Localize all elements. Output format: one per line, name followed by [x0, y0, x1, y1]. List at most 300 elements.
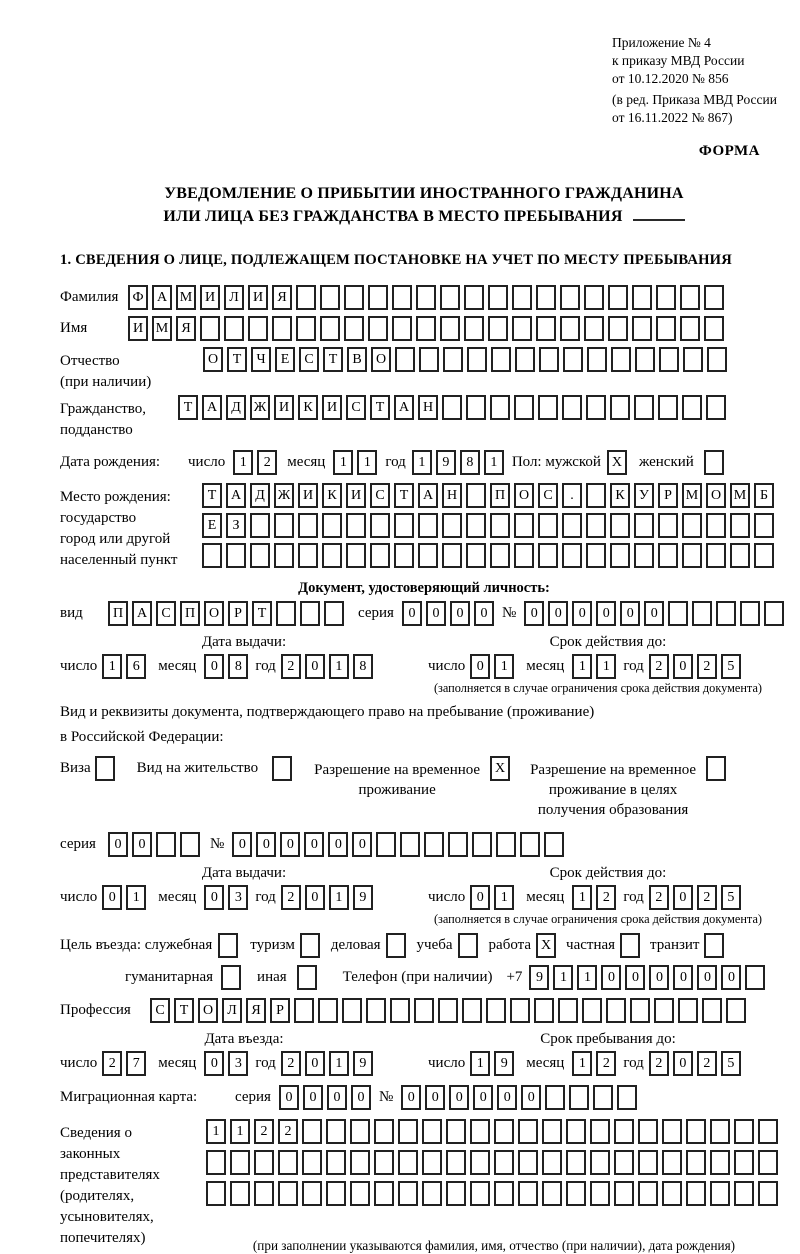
char-cell[interactable] [443, 347, 463, 372]
char-cell[interactable] [662, 1150, 682, 1175]
birth-day-cells[interactable] [233, 450, 281, 475]
char-cell[interactable] [202, 543, 222, 568]
char-cell[interactable]: 1 [329, 1051, 349, 1076]
char-cell[interactable] [702, 998, 722, 1023]
char-cell[interactable]: 0 [625, 965, 645, 990]
char-cell[interactable]: 5 [721, 1051, 741, 1076]
char-cell[interactable] [318, 998, 338, 1023]
char-cell[interactable] [350, 1150, 370, 1175]
char-cell[interactable]: 2 [596, 885, 616, 910]
char-cell[interactable]: 0 [304, 832, 324, 857]
char-cell[interactable] [710, 1119, 730, 1144]
char-cell[interactable]: 8 [460, 450, 480, 475]
char-cell[interactable] [566, 1150, 586, 1175]
char-cell[interactable] [442, 543, 462, 568]
char-cell[interactable] [617, 1085, 637, 1110]
char-cell[interactable] [758, 1181, 778, 1206]
char-cell[interactable]: 2 [596, 1051, 616, 1076]
char-cell[interactable] [486, 998, 506, 1023]
stay-until-month[interactable] [572, 1051, 620, 1076]
residence-permit-checkbox[interactable] [272, 756, 296, 781]
char-cell[interactable] [490, 395, 510, 420]
char-cell[interactable] [374, 1181, 394, 1206]
char-cell[interactable]: И [200, 285, 220, 310]
char-cell[interactable]: 6 [126, 654, 146, 679]
purpose-humanitarian-checkbox[interactable] [221, 965, 245, 990]
char-cell[interactable]: 0 [673, 885, 693, 910]
char-cell[interactable] [706, 756, 726, 781]
char-cell[interactable]: Т [227, 347, 247, 372]
char-cell[interactable] [662, 1181, 682, 1206]
char-cell[interactable]: 0 [303, 1085, 323, 1110]
char-cell[interactable]: Т [394, 483, 414, 508]
resdoc-valid-month[interactable] [572, 885, 620, 910]
char-cell[interactable] [350, 1119, 370, 1144]
char-cell[interactable] [606, 998, 626, 1023]
birth-year-cells[interactable] [412, 450, 508, 475]
char-cell[interactable] [446, 1181, 466, 1206]
char-cell[interactable]: И [298, 483, 318, 508]
char-cell[interactable] [250, 543, 270, 568]
char-cell[interactable] [302, 1181, 322, 1206]
char-cell[interactable]: 0 [673, 654, 693, 679]
char-cell[interactable]: Л [224, 285, 244, 310]
char-cell[interactable]: 0 [256, 832, 276, 857]
char-cell[interactable] [590, 1181, 610, 1206]
resdoc-valid-day[interactable] [470, 885, 518, 910]
temp-residence-checkbox[interactable] [490, 756, 514, 781]
char-cell[interactable]: С [538, 483, 558, 508]
char-cell[interactable]: А [202, 395, 222, 420]
char-cell[interactable]: О [706, 483, 726, 508]
char-cell[interactable]: 0 [697, 965, 717, 990]
char-cell[interactable] [704, 450, 724, 475]
char-cell[interactable]: 0 [449, 1085, 469, 1110]
char-cell[interactable] [656, 285, 676, 310]
char-cell[interactable] [686, 1181, 706, 1206]
entry-year[interactable] [281, 1051, 377, 1076]
char-cell[interactable] [276, 601, 296, 626]
char-cell[interactable] [320, 285, 340, 310]
char-cell[interactable] [536, 285, 556, 310]
char-cell[interactable]: 0 [132, 832, 152, 857]
iddoc-issue-year[interactable] [281, 654, 377, 679]
char-cell[interactable] [764, 601, 784, 626]
representatives-row2-cells[interactable] [206, 1150, 782, 1175]
iddoc-valid-month[interactable] [572, 654, 620, 679]
char-cell[interactable] [424, 832, 444, 857]
purpose-private-checkbox[interactable] [620, 933, 644, 958]
char-cell[interactable] [562, 543, 582, 568]
char-cell[interactable] [466, 483, 486, 508]
char-cell[interactable]: С [370, 483, 390, 508]
char-cell[interactable]: 0 [601, 965, 621, 990]
char-cell[interactable]: 0 [352, 832, 372, 857]
char-cell[interactable] [734, 1181, 754, 1206]
char-cell[interactable]: Т [178, 395, 198, 420]
char-cell[interactable]: К [298, 395, 318, 420]
char-cell[interactable] [534, 998, 554, 1023]
char-cell[interactable]: 0 [108, 832, 128, 857]
char-cell[interactable] [680, 285, 700, 310]
char-cell[interactable] [395, 347, 415, 372]
char-cell[interactable]: 1 [572, 1051, 592, 1076]
char-cell[interactable] [584, 316, 604, 341]
char-cell[interactable] [734, 1150, 754, 1175]
char-cell[interactable] [254, 1181, 274, 1206]
char-cell[interactable]: 0 [620, 601, 640, 626]
char-cell[interactable] [322, 513, 342, 538]
purpose-other-checkbox[interactable] [297, 965, 321, 990]
char-cell[interactable] [582, 998, 602, 1023]
char-cell[interactable]: 2 [281, 1051, 301, 1076]
char-cell[interactable]: 0 [204, 885, 224, 910]
char-cell[interactable] [494, 1181, 514, 1206]
char-cell[interactable] [344, 316, 364, 341]
char-cell[interactable]: 1 [412, 450, 432, 475]
char-cell[interactable]: Б [754, 483, 774, 508]
char-cell[interactable] [400, 832, 420, 857]
char-cell[interactable]: X [607, 450, 627, 475]
char-cell[interactable]: 1 [572, 654, 592, 679]
char-cell[interactable]: А [226, 483, 246, 508]
char-cell[interactable] [658, 513, 678, 538]
resdoc-issue-month[interactable] [204, 885, 252, 910]
char-cell[interactable] [326, 1150, 346, 1175]
char-cell[interactable] [518, 1150, 538, 1175]
char-cell[interactable] [370, 513, 390, 538]
char-cell[interactable] [374, 1150, 394, 1175]
char-cell[interactable] [467, 347, 487, 372]
char-cell[interactable] [278, 1181, 298, 1206]
char-cell[interactable] [156, 832, 176, 857]
char-cell[interactable] [614, 1181, 634, 1206]
char-cell[interactable] [344, 285, 364, 310]
char-cell[interactable] [446, 1150, 466, 1175]
char-cell[interactable]: 2 [697, 1051, 717, 1076]
char-cell[interactable] [608, 316, 628, 341]
char-cell[interactable] [562, 395, 582, 420]
char-cell[interactable] [569, 1085, 589, 1110]
char-cell[interactable] [472, 832, 492, 857]
char-cell[interactable]: 1 [206, 1119, 226, 1144]
char-cell[interactable]: 9 [353, 1051, 373, 1076]
char-cell[interactable] [250, 513, 270, 538]
char-cell[interactable]: С [156, 601, 176, 626]
char-cell[interactable]: О [204, 601, 224, 626]
char-cell[interactable]: 2 [697, 885, 717, 910]
char-cell[interactable]: 3 [228, 885, 248, 910]
char-cell[interactable]: Т [174, 998, 194, 1023]
entry-day[interactable] [102, 1051, 150, 1076]
char-cell[interactable]: 1 [126, 885, 146, 910]
char-cell[interactable]: 2 [649, 1051, 669, 1076]
char-cell[interactable]: 0 [102, 885, 122, 910]
char-cell[interactable]: 1 [484, 450, 504, 475]
char-cell[interactable]: 5 [721, 885, 741, 910]
char-cell[interactable] [418, 513, 438, 538]
char-cell[interactable] [298, 543, 318, 568]
male-checkbox[interactable] [607, 450, 631, 475]
char-cell[interactable] [398, 1119, 418, 1144]
char-cell[interactable] [226, 543, 246, 568]
migcard-number-cells[interactable] [401, 1085, 641, 1110]
char-cell[interactable]: 2 [649, 885, 669, 910]
char-cell[interactable]: Е [275, 347, 295, 372]
char-cell[interactable] [586, 543, 606, 568]
char-cell[interactable] [682, 395, 702, 420]
birth-month-cells[interactable] [333, 450, 381, 475]
char-cell[interactable] [368, 285, 388, 310]
char-cell[interactable]: 2 [254, 1119, 274, 1144]
char-cell[interactable]: К [322, 483, 342, 508]
char-cell[interactable] [682, 513, 702, 538]
char-cell[interactable] [392, 285, 412, 310]
char-cell[interactable] [494, 1119, 514, 1144]
char-cell[interactable] [740, 601, 760, 626]
char-cell[interactable] [518, 1181, 538, 1206]
char-cell[interactable] [514, 543, 534, 568]
char-cell[interactable]: 1 [494, 654, 514, 679]
female-checkbox[interactable] [704, 450, 728, 475]
char-cell[interactable]: Н [418, 395, 438, 420]
char-cell[interactable] [758, 1119, 778, 1144]
char-cell[interactable] [520, 832, 540, 857]
char-cell[interactable] [448, 832, 468, 857]
char-cell[interactable] [512, 285, 532, 310]
char-cell[interactable]: 0 [673, 1051, 693, 1076]
char-cell[interactable]: 0 [524, 601, 544, 626]
char-cell[interactable] [686, 1119, 706, 1144]
char-cell[interactable] [366, 998, 386, 1023]
char-cell[interactable] [539, 347, 559, 372]
char-cell[interactable] [542, 1150, 562, 1175]
char-cell[interactable] [350, 1181, 370, 1206]
purpose-transit-checkbox[interactable] [704, 933, 728, 958]
char-cell[interactable]: 0 [473, 1085, 493, 1110]
patronymic-cells[interactable] [203, 347, 731, 372]
char-cell[interactable] [610, 513, 630, 538]
char-cell[interactable] [586, 513, 606, 538]
char-cell[interactable]: 1 [553, 965, 573, 990]
char-cell[interactable] [416, 285, 436, 310]
char-cell[interactable] [545, 1085, 565, 1110]
char-cell[interactable] [200, 316, 220, 341]
char-cell[interactable]: 0 [649, 965, 669, 990]
char-cell[interactable]: 0 [497, 1085, 517, 1110]
char-cell[interactable] [710, 1150, 730, 1175]
char-cell[interactable] [704, 933, 724, 958]
char-cell[interactable]: 0 [474, 601, 494, 626]
char-cell[interactable]: О [371, 347, 391, 372]
char-cell[interactable]: С [299, 347, 319, 372]
char-cell[interactable]: С [346, 395, 366, 420]
char-cell[interactable] [230, 1181, 250, 1206]
resdoc-issue-day[interactable] [102, 885, 150, 910]
char-cell[interactable] [442, 395, 462, 420]
char-cell[interactable]: Т [323, 347, 343, 372]
char-cell[interactable] [218, 933, 238, 958]
char-cell[interactable] [638, 1150, 658, 1175]
char-cell[interactable]: 1 [596, 654, 616, 679]
char-cell[interactable] [745, 965, 765, 990]
char-cell[interactable] [610, 543, 630, 568]
char-cell[interactable]: И [346, 483, 366, 508]
char-cell[interactable] [278, 1150, 298, 1175]
char-cell[interactable]: 1 [102, 654, 122, 679]
char-cell[interactable]: О [198, 998, 218, 1023]
char-cell[interactable]: Ч [251, 347, 271, 372]
char-cell[interactable] [730, 513, 750, 538]
char-cell[interactable]: 1 [577, 965, 597, 990]
birthplace-row1-cells[interactable] [202, 483, 778, 508]
char-cell[interactable]: 0 [351, 1085, 371, 1110]
char-cell[interactable]: 1 [230, 1119, 250, 1144]
char-cell[interactable]: О [203, 347, 223, 372]
char-cell[interactable] [376, 832, 396, 857]
char-cell[interactable] [514, 513, 534, 538]
char-cell[interactable] [296, 285, 316, 310]
purpose-work-checkbox[interactable] [536, 933, 560, 958]
char-cell[interactable] [754, 513, 774, 538]
char-cell[interactable] [566, 1119, 586, 1144]
char-cell[interactable]: 0 [280, 832, 300, 857]
char-cell[interactable] [614, 1150, 634, 1175]
char-cell[interactable] [206, 1150, 226, 1175]
char-cell[interactable]: 2 [697, 654, 717, 679]
char-cell[interactable] [297, 965, 317, 990]
char-cell[interactable] [730, 543, 750, 568]
char-cell[interactable] [488, 285, 508, 310]
char-cell[interactable] [466, 395, 486, 420]
char-cell[interactable] [374, 1119, 394, 1144]
char-cell[interactable]: 0 [305, 885, 325, 910]
char-cell[interactable]: 9 [494, 1051, 514, 1076]
char-cell[interactable]: 0 [596, 601, 616, 626]
char-cell[interactable] [302, 1150, 322, 1175]
char-cell[interactable] [734, 1119, 754, 1144]
char-cell[interactable]: 1 [329, 885, 349, 910]
char-cell[interactable] [668, 601, 688, 626]
char-cell[interactable] [464, 316, 484, 341]
char-cell[interactable] [302, 1119, 322, 1144]
char-cell[interactable] [584, 285, 604, 310]
char-cell[interactable] [562, 513, 582, 538]
char-cell[interactable] [611, 347, 631, 372]
char-cell[interactable] [296, 316, 316, 341]
char-cell[interactable] [422, 1119, 442, 1144]
citizenship-cells[interactable] [178, 395, 730, 420]
char-cell[interactable] [683, 347, 703, 372]
temp-edu-checkbox[interactable] [706, 756, 730, 781]
char-cell[interactable] [458, 933, 478, 958]
birthplace-row2-cells[interactable] [202, 513, 778, 538]
char-cell[interactable]: Ф [128, 285, 148, 310]
char-cell[interactable]: 9 [529, 965, 549, 990]
char-cell[interactable] [515, 347, 535, 372]
iddoc-valid-day[interactable] [470, 654, 518, 679]
char-cell[interactable] [638, 1119, 658, 1144]
char-cell[interactable] [491, 347, 511, 372]
char-cell[interactable]: 0 [721, 965, 741, 990]
char-cell[interactable] [682, 543, 702, 568]
char-cell[interactable]: 0 [402, 601, 422, 626]
char-cell[interactable] [274, 513, 294, 538]
visa-checkbox[interactable] [95, 756, 119, 781]
char-cell[interactable] [180, 832, 200, 857]
phone-cells[interactable] [529, 965, 769, 990]
char-cell[interactable] [446, 1119, 466, 1144]
char-cell[interactable]: 0 [204, 1051, 224, 1076]
surname-cells[interactable] [128, 285, 728, 310]
char-cell[interactable] [608, 285, 628, 310]
char-cell[interactable] [322, 543, 342, 568]
char-cell[interactable] [706, 543, 726, 568]
char-cell[interactable] [221, 965, 241, 990]
char-cell[interactable]: Р [658, 483, 678, 508]
char-cell[interactable] [320, 316, 340, 341]
char-cell[interactable] [346, 513, 366, 538]
char-cell[interactable] [346, 543, 366, 568]
char-cell[interactable]: И [128, 316, 148, 341]
char-cell[interactable] [542, 1119, 562, 1144]
char-cell[interactable]: Ж [274, 483, 294, 508]
char-cell[interactable] [418, 543, 438, 568]
purpose-tourism-checkbox[interactable] [300, 933, 324, 958]
char-cell[interactable]: У [634, 483, 654, 508]
char-cell[interactable]: З [226, 513, 246, 538]
char-cell[interactable] [634, 513, 654, 538]
char-cell[interactable] [558, 998, 578, 1023]
char-cell[interactable] [656, 316, 676, 341]
char-cell[interactable] [394, 513, 414, 538]
char-cell[interactable] [224, 316, 244, 341]
char-cell[interactable]: 8 [353, 654, 373, 679]
char-cell[interactable] [514, 395, 534, 420]
char-cell[interactable] [490, 513, 510, 538]
stay-until-day[interactable] [470, 1051, 518, 1076]
char-cell[interactable]: X [490, 756, 510, 781]
char-cell[interactable]: 1 [572, 885, 592, 910]
char-cell[interactable]: П [108, 601, 128, 626]
char-cell[interactable] [326, 1119, 346, 1144]
char-cell[interactable] [678, 998, 698, 1023]
char-cell[interactable] [416, 316, 436, 341]
char-cell[interactable]: 0 [279, 1085, 299, 1110]
char-cell[interactable] [206, 1181, 226, 1206]
char-cell[interactable]: 2 [102, 1051, 122, 1076]
char-cell[interactable]: 0 [426, 601, 446, 626]
char-cell[interactable] [392, 316, 412, 341]
char-cell[interactable] [659, 347, 679, 372]
char-cell[interactable]: 0 [328, 832, 348, 857]
representatives-row1-cells[interactable] [206, 1119, 782, 1144]
char-cell[interactable] [512, 316, 532, 341]
char-cell[interactable]: 1 [494, 885, 514, 910]
char-cell[interactable] [398, 1181, 418, 1206]
char-cell[interactable] [494, 1150, 514, 1175]
char-cell[interactable]: Я [176, 316, 196, 341]
char-cell[interactable] [398, 1150, 418, 1175]
char-cell[interactable] [630, 998, 650, 1023]
char-cell[interactable]: 0 [204, 654, 224, 679]
char-cell[interactable]: К [610, 483, 630, 508]
char-cell[interactable] [386, 933, 406, 958]
char-cell[interactable]: А [152, 285, 172, 310]
char-cell[interactable]: Р [228, 601, 248, 626]
char-cell[interactable]: 3 [228, 1051, 248, 1076]
char-cell[interactable] [686, 1150, 706, 1175]
